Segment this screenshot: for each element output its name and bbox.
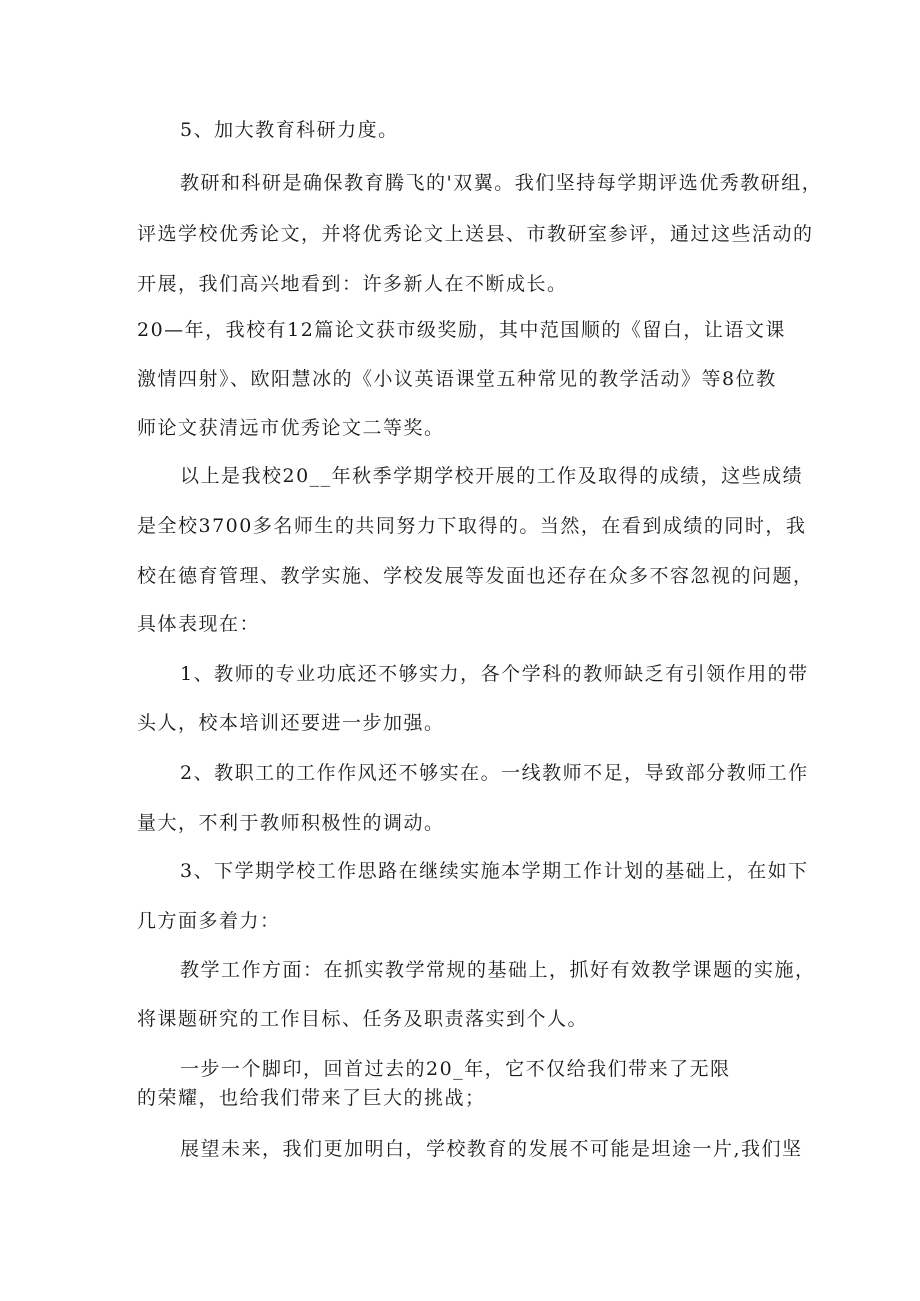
paragraph-line: 教学工作方面：在抓实教学常规的基础上，抓好有效教学课题的实施，: [180, 959, 816, 981]
paragraph-line: 几方面多着力：: [137, 910, 281, 932]
paragraph-line: 以上是我校20__年秋季学期学校开展的工作及取得的成绩，这些成绩: [180, 465, 804, 487]
paragraph-line: 2、教职工的工作作风还不够实在。一线教师不足，导致部分教师工作: [180, 762, 809, 784]
paragraph-line: 评选学校优秀论文，并将优秀论文上送县、市教研室参评，通过这些活动的: [137, 223, 814, 245]
paragraph-line: 20—年，我校有12篇论文获市级奖励，其中范国顺的《留白，让语文课: [137, 319, 786, 341]
paragraph-line: 量大，不利于教师积极性的调动。: [137, 812, 445, 834]
line-heading-5: 5、加大教育科研力度。: [180, 119, 399, 141]
paragraph-line: 是全校3700多名师生的共同努力下取得的。当然，在看到成绩的同时，我: [137, 515, 807, 537]
paragraph-line: 校在德育管理、教学实施、学校发展等发面也还存在众多不容忽视的问题，: [137, 565, 814, 587]
paragraph-line: 教研和科研是确保教育腾飞的'双翼。我们坚持每学期评选优秀教研组，: [180, 172, 823, 194]
paragraph-line: 将课题研究的工作目标、任务及职责落实到个人。: [137, 1008, 589, 1030]
paragraph-line: 激情四射》、欧阳慧冰的《小议英语课堂五种常见的教学活动》等8位教: [137, 368, 777, 390]
paragraph-line: 1、教师的专业功底还不够实力，各个学科的教师缺乏有引领作用的带: [180, 663, 809, 685]
paragraph-line: 展望未来，我们更加明白，学校教育的发展不可能是坦途一片,我们坚: [180, 1138, 803, 1160]
paragraph-line: 具体表现在：: [137, 613, 261, 635]
paragraph-line: 开展，我们高兴地看到：许多新人在不断成长。: [137, 273, 568, 295]
paragraph-line: 师论文获清远市优秀论文二等奖。: [137, 417, 445, 439]
paragraph-line: 的荣耀，也给我们带来了巨大的挑战；: [137, 1087, 486, 1109]
paragraph-line: 3、下学期学校工作思路在继续实施本学期工作计划的基础上，在如下: [180, 860, 809, 882]
paragraph-line: 一步一个脚印，回首过去的20_年，它不仅给我们带来了无限: [180, 1058, 731, 1080]
paragraph-line: 头人，校本培训还要进一步加强。: [137, 712, 445, 734]
